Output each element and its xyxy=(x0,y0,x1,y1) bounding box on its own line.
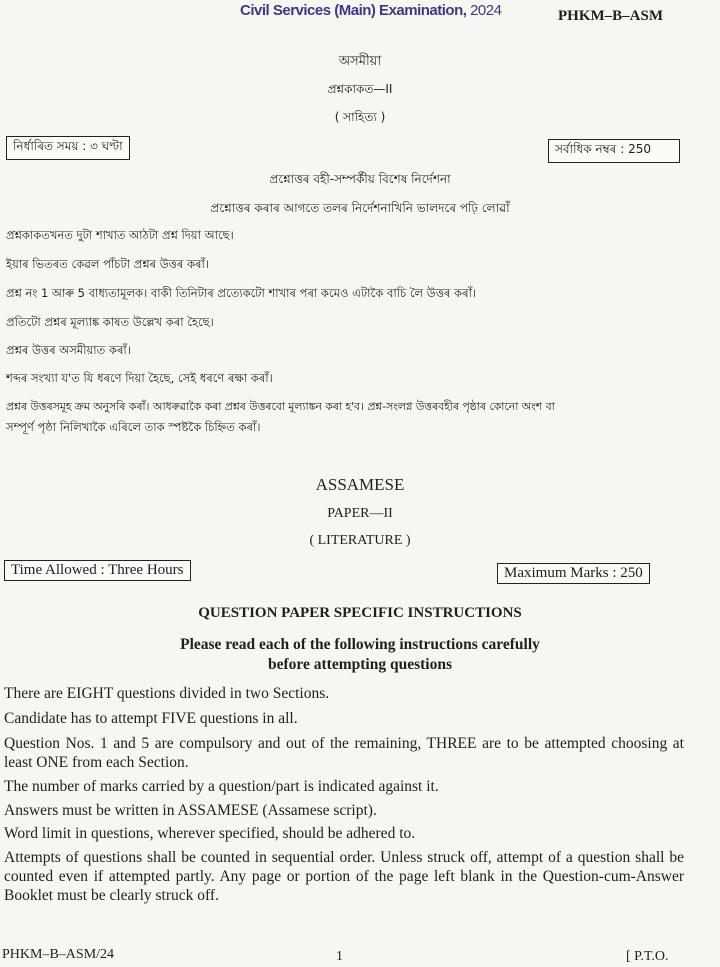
english-instruction-4: The number of marks carried by a question/part is indicated against it. xyxy=(4,778,439,795)
assamese-paper-title: প্ৰশ্নকাকত—II xyxy=(327,82,393,96)
english-language-title: ASSAMESE xyxy=(315,475,405,494)
english-instruction-2: Candidate has to attempt FIVE questions in all. xyxy=(4,710,298,727)
assamese-instruction-4: প্ৰতিটো প্ৰশ্নৰ মূল্যাঙ্ক কাষত উল্লেখ কৰা হৈছে। xyxy=(6,315,214,329)
pto-note: [ P.T.O. xyxy=(626,949,669,964)
assamese-subject: ( সাহিত্য ) xyxy=(334,110,386,124)
english-instruction-5: Answers must be written in ASSAMESE (Assamese script). xyxy=(4,802,377,819)
assamese-instruction-5: প্ৰশ্নৰ উত্তৰ অসমীয়াত কৰাঁ। xyxy=(6,343,131,357)
english-instruction-1: There are EIGHT questions divided in two Sections. xyxy=(4,685,330,702)
paper-code: PHKM–B–ASM xyxy=(558,8,663,24)
page-number: 1 xyxy=(336,949,343,964)
english-instruction-6: Word limit in questions, wherever specified, should be adhered to. xyxy=(4,825,416,842)
assamese-instruction-7: প্ৰশ্নৰ উত্তৰসমূহ ক্ৰম অনুসৰি কৰাঁ। আধৰুৱাকৈ কৰা প্ৰশ্নৰ উত্তৰবো মূল্যাঙ্কন কৰা হ'ব। প্ৰশ্ন-সংলগ্ন উত্তৰবহীৰ পৃষ্ঠাৰ কোনো অংশ বা xyxy=(6,400,555,413)
english-paper-title: PAPER—II xyxy=(327,506,393,521)
instructions-heading: QUESTION PAPER SPECIFIC INSTRUCTIONS xyxy=(198,605,522,621)
assamese-heading-2: প্ৰশ্নোত্তৰ কৰাৰ আগতে তলৰ নিৰ্দেশনাখিনি ভালদৰে পঢ়ি লোৱাঁ xyxy=(210,201,510,215)
instructions-subheading-2: before attempting questions xyxy=(268,656,452,673)
assamese-heading-1: প্ৰশ্নোত্তৰ বহী-সম্পৰ্কীয় বিশেষ নিৰ্দেশনা xyxy=(269,172,451,186)
exam-year: 2024 xyxy=(470,2,502,19)
time-allowed: Time Allowed : Three Hours xyxy=(4,560,191,581)
english-instruction-7: Attempts of questions shall be counted in sequential order. Unless struck off, attempt of a question shall be counted even if attempted partly. Any page or portion of the page left blank in the Question-cum-Answer Booklet must be clearly struck off. xyxy=(4,849,684,904)
assamese-instruction-6: শব্দৰ সংখ্যা য'ত যি ধৰণে দিয়া হৈছে, সেই ধৰণে ৰক্ষা কৰাঁ। xyxy=(6,371,273,385)
maximum-marks: Maximum Marks : 250 xyxy=(497,563,650,584)
assamese-time-allowed: নিৰ্ধাৰিত সময় : ৩ ঘণ্টা xyxy=(6,136,130,160)
assamese-max-marks: সৰ্বাধিক নম্বৰ : 250 xyxy=(548,139,680,163)
assamese-instruction-7-cont: সম্পূৰ্ণ পৃষ্ঠা নিলিখাকৈ এৰিলে তাক স্পষ্টকৈ চিহ্নিত কৰাঁ। xyxy=(6,420,261,434)
instructions-subheading-1: Please read each of the following instructions carefully xyxy=(180,636,540,653)
assamese-instruction-2: ইয়াৰ ভিতৰত কেৱল পাঁচটা প্ৰশ্নৰ উত্তৰ কৰাঁ। xyxy=(6,257,209,271)
assamese-instruction-1: প্ৰশ্নকাকতখনত দুটা শাখাত আঠটা প্ৰশ্ন দিয়া আছে। xyxy=(6,228,234,242)
exam-title-text: Civil Services (Main) Examination, xyxy=(240,2,467,19)
english-instruction-3: Question Nos. 1 and 5 are compulsory and out of the remaining, THREE are to be attempted choosing at least ONE from each Section. xyxy=(4,735,684,771)
exam-title xyxy=(240,2,501,19)
english-subject: ( LITERATURE ) xyxy=(309,533,411,548)
assamese-instruction-3: প্ৰশ্ন নং 1 আৰু 5 বাধ্যতামূলক। বাকী তিনিটাৰ প্ৰত্যেকটো শাখাৰ পৰা কমেও এটাকৈ বাচি লৈ উত্তৰ কৰাঁ। xyxy=(6,286,477,300)
footer-code: PHKM–B–ASM/24 xyxy=(2,947,115,962)
assamese-language-title: অসমীয়া xyxy=(338,54,382,69)
